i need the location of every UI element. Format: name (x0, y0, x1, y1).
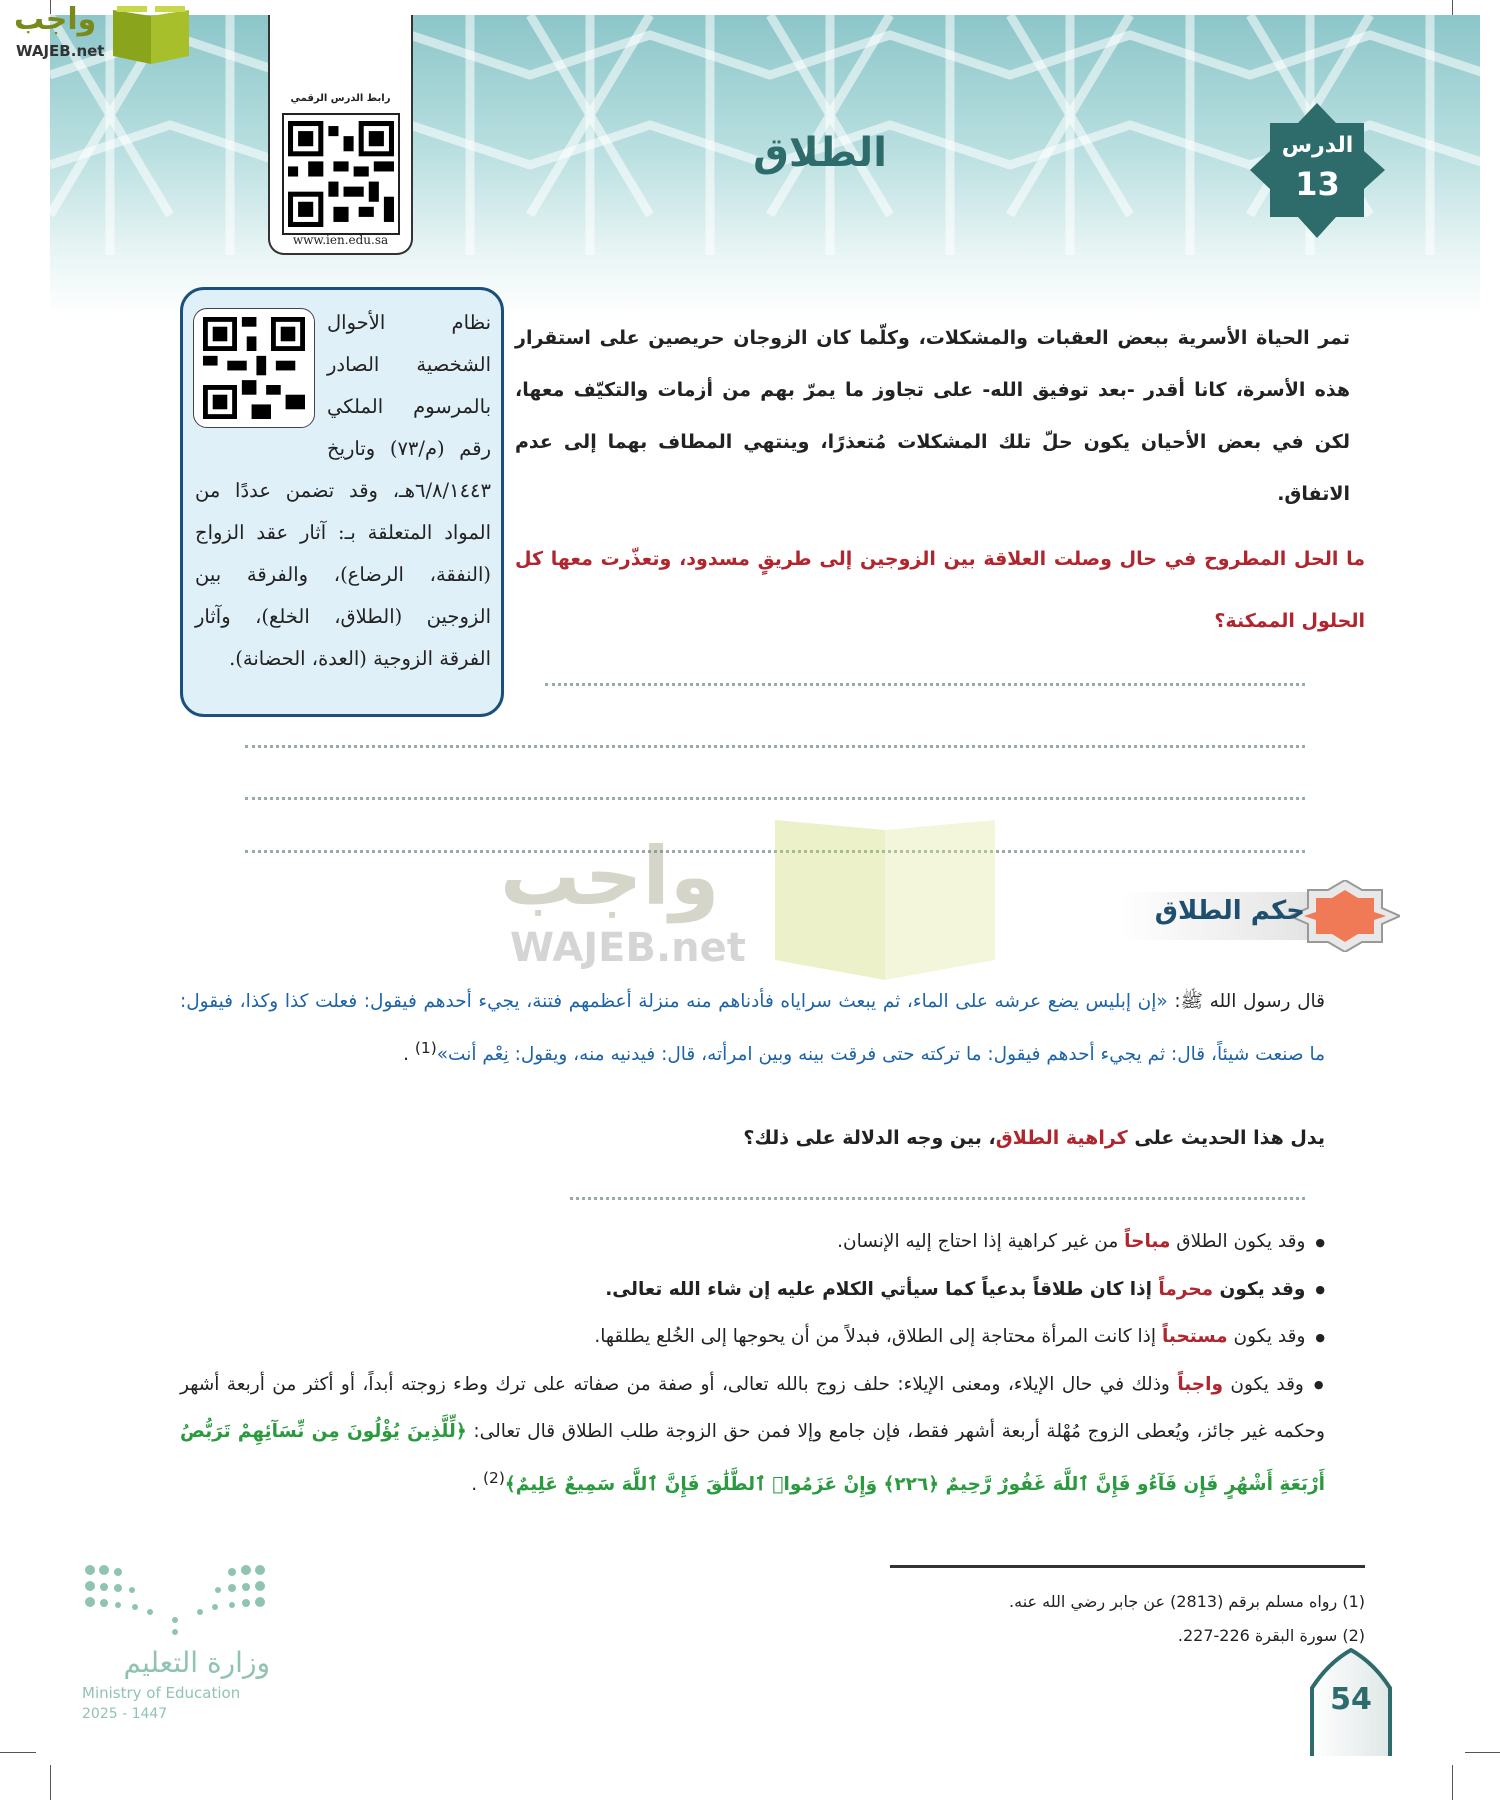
bullet-text: إذا كان طلاقاً بدعياً كما سيأتي الكلام عليه إن شاء الله تعالى. (605, 1278, 1159, 1300)
question-text: ، بين وجه الدلالة على ذلك؟ (743, 1127, 996, 1149)
lesson-title: الطلاق (753, 130, 887, 176)
answer-line[interactable] (545, 683, 1305, 686)
logo-text-en: WAJEB.net (16, 42, 105, 60)
bullet-item (180, 1218, 1325, 1266)
ruling-keyword: واجباً (1177, 1373, 1223, 1395)
digital-link-url[interactable]: www.ien.edu.sa (292, 233, 389, 247)
ministry-name-ar: وزارة التعليم (123, 1646, 270, 1679)
ministry-name-en: Ministry of Education (82, 1684, 241, 1702)
qr-code-icon (202, 317, 306, 419)
bullet-text: وقد يكون (1213, 1278, 1306, 1300)
hadith-question (300, 1127, 1325, 1149)
bullet-text: وقد يكون (1222, 1373, 1304, 1395)
bullet-item (180, 1266, 1325, 1314)
lesson-label: الدرس (1281, 133, 1354, 158)
crop-mark (0, 1752, 36, 1753)
bullet-text: وقد يكون (1227, 1326, 1306, 1347)
wajeb-logo (6, 4, 191, 66)
law-qr-code[interactable] (193, 308, 315, 428)
answer-line[interactable] (245, 745, 1305, 748)
qr-code-icon (288, 119, 394, 229)
lesson-number: 13 (1295, 165, 1340, 203)
ruling-keyword: مستحباً (1161, 1326, 1228, 1347)
digital-link-label: رابط الدرس الرقمي (290, 93, 391, 104)
law-description: نظام الأحوال الشخصية الصادر بالمرسوم الملكي رقم (م/٧٣) وتاريخ ٦/٨/١٤٤٣هـ، وقد تضمن عددًا من المواد المتعلقة بـ: آثار عقد الزواج (النفقة، الرضاع)، والفرقة بين الزوجين (الطلاق، الخلع)، وآثار الفرقة الزوجية (العدة، الحضانة). (195, 311, 491, 670)
section-title: حكم الطلاق (1154, 896, 1305, 926)
intro-paragraph: تمر الحياة الأسرية ببعض العقبات والمشكلات، وكلّما كان الزوجان حريصين على استقرار هذه الأسرة، كانا أقدر -بعد توفيق الله- على تجاوز ما يمرّ بهم من أزمات والتكيّف معها، لكن في بعض الأحيان يكون حلّ تلك المشكلات مُتعذرًا، وينتهي المطاف بهما إلى عدم الاتفاق. (515, 327, 1350, 505)
qr-code[interactable] (282, 113, 400, 235)
watermark-text-ar: واجب (500, 830, 720, 923)
quran-verse: ﴿لِّلَّذِينَ يُؤْلُونَ مِن نِّسَآئِهِمْ تَرَبُّصُ أَرْبَعَةِ أَشْهُرٍ فَإِن فَآءُو فَإِنَّ ٱللَّهَ غَفُورٌ رَّحِيمٌ ﴿٢٢٦﴾ وَإِنْ عَزَمُوا۟ ٱلطَّلَٰقَ فَإِنَّ ٱللَّهَ سَمِيعٌ عَلِيمٌ﴾ (180, 1421, 1325, 1496)
bullet-text: من غير كراهية إذا احتاج إليه الإنسان. (837, 1231, 1125, 1252)
hadith-intro: قال رسول الله ﷺ: (1167, 991, 1325, 1012)
crop-mark (1452, 1765, 1453, 1800)
bullet-item: ● وقد يكون واجباً وذلك في حال الإيلاء، ومعنى الإيلاء: حلف زوج بالله تعالى، أو صفة من صفاته على ترك وطء زوجته أبداً، أو أكثر من أربعة أشهر وحكمه غير جائز، ويُعطى الزوج مُهْلة أربعة أشهر فقط، فإن جامع وإلا فمن حق الزوجة طلب الطلاق قال تعالى: ﴿لِّلَّذِينَ يُؤْلُونَ مِن نِّسَآئِهِمْ تَرَبُّصُ أَرْبَعَةِ أَشْهُرٍ فَإِن فَآءُو فَإِنَّ ٱللَّهَ غَفُورٌ رَّحِيمٌ ﴿٢٢٦﴾ وَإِنْ عَزَمُوا۟ ٱلطَّلَٰقَ فَإِنَّ ٱللَّهَ سَمِيعٌ عَلِيمٌ﴾$^{(2)}$ . (180, 1361, 1325, 1509)
lesson-number-badge (1250, 103, 1385, 238)
watermark-book-icon (770, 810, 1000, 980)
ruling-bullets (180, 1218, 1325, 1508)
crop-mark (50, 1765, 51, 1800)
ruling-keyword: مباحاً (1124, 1231, 1171, 1252)
footnote-ref[interactable]: (1) (414, 1039, 437, 1057)
wajeb-watermark (500, 810, 1000, 990)
page-number: 54 (1330, 1682, 1372, 1717)
bullet-text: وذلك في حال الإيلاء، ومعنى الإيلاء: حلف زوج بالله تعالى، أو صفة من صفاته على ترك وطء زوجته أبداً، أو أكثر من أربعة أشهر وحكمه غير جائز، ويُعطى الزوج مُهْلة أربعة أشهر فقط، فإن جامع وإلا فمن حق الزوجة طلب الطلاق قال تعالى: (180, 1373, 1325, 1442)
ministry-dots-icon (80, 1560, 270, 1640)
page-number-tab (1308, 1648, 1394, 1756)
logo-text-ar: واجب (14, 2, 97, 37)
footnotes (890, 1585, 1365, 1653)
digital-lesson-qr-card[interactable] (268, 15, 413, 255)
edition-year: 2025 - 1447 (82, 1706, 168, 1722)
question-keyword: كراهية الطلاق (995, 1127, 1128, 1149)
footnote-2: (2) سورة البقرة 226-227. (1177, 1626, 1365, 1645)
personal-status-law-box (180, 287, 504, 717)
footnote-divider (890, 1565, 1365, 1568)
section-header (1120, 880, 1400, 952)
bullet-text: إذا كانت المرأة محتاجة إلى الطلاق، فبدلاً من أن يحوجها إلى الخُلع يطلقها. (594, 1326, 1162, 1347)
bullet-item (180, 1313, 1325, 1361)
hadith-text: «إن إبليس يضع عرشه على الماء، ثم يبعث سراياه فأدناهم منه منزلة أعظمهم فتنة، يجيء أحدهم فيقول: فعلت كذا وكذا، فيقول: ما صنعت شيئاً، قال: ثم يجيء أحدهم فيقول: ما تركته حتى فرقت بينه وبين امرأته، قال: فيدنيه منه، ويقول: نِعْم أنت» (180, 991, 1325, 1066)
hadith-paragraph: قال رسول الله ﷺ: «إن إبليس يضع عرشه على الماء، ثم يبعث سراياه فأدناهم منه منزلة أعظمهم فتنة، يجيء أحدهم فيقول: فعلت كذا وكذا، فيقول: ما صنعت شيئاً، قال: ثم يجيء أحدهم فيقول: ما تركته حتى فرقت بينه وبين امرأته، قال: فيدنيه منه، ويقول: نِعْم أنت»$^{(1)}$ . (180, 991, 1325, 1066)
crop-mark (1465, 1752, 1500, 1753)
ruling-keyword: محرماً (1158, 1278, 1214, 1300)
bullet-text: وقد يكون الطلاق (1170, 1231, 1306, 1252)
book-icon (111, 6, 191, 66)
answer-line[interactable] (570, 1197, 1305, 1200)
footnote-ref[interactable]: (2) (483, 1469, 505, 1487)
ministry-of-education-logo (80, 1560, 270, 1730)
answer-line[interactable] (245, 797, 1305, 800)
footnote-1: (1) رواه مسلم برقم (2813) عن جابر رضي الله عنه. (1009, 1592, 1365, 1611)
question-text: يدل هذا الحديث على (1127, 1127, 1325, 1149)
discussion-question: ما الحل المطروح في حال وصلت العلاقة بين الزوجين إلى طريقٍ مسدود، وتعذّرت معها كل الحلول الممكنة؟ (515, 548, 1365, 632)
watermark-text-en: WAJEB.net (510, 925, 746, 971)
octagon-ornament-icon (1290, 880, 1400, 952)
